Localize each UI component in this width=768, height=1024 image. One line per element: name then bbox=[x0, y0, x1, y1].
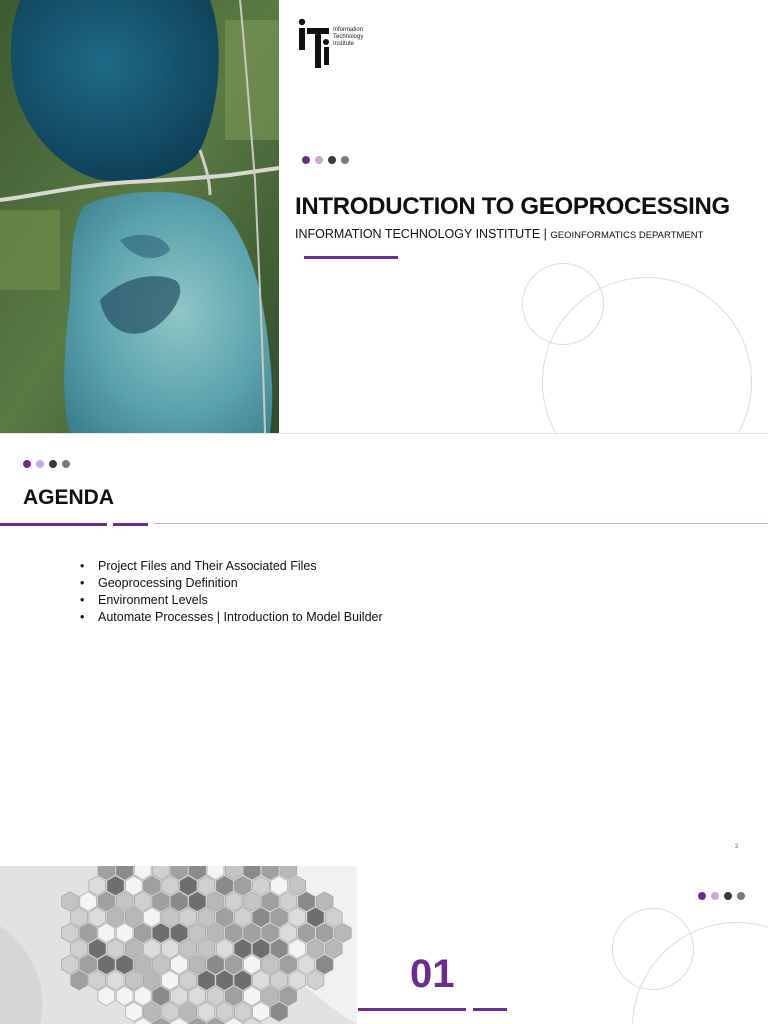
dot-purple bbox=[302, 156, 310, 164]
decorative-dots bbox=[302, 156, 349, 164]
section-number: 01 bbox=[410, 952, 455, 996]
section-slide bbox=[0, 866, 768, 1024]
agenda-slide bbox=[0, 433, 768, 867]
logo-text-line: Technology bbox=[333, 34, 364, 40]
dot-gray bbox=[737, 892, 745, 900]
agenda-list bbox=[80, 558, 383, 626]
divider-thin-line bbox=[154, 523, 768, 524]
list-item: • Environment Levels bbox=[80, 592, 383, 609]
divider-segment bbox=[113, 523, 148, 526]
title-slide bbox=[0, 0, 768, 433]
list-item: • Project Files and Their Associated Files bbox=[80, 558, 383, 575]
page-number: 2 bbox=[735, 844, 739, 850]
list-item: • Automate Processes | Introduction to Model Builder bbox=[80, 609, 383, 626]
section-underline bbox=[473, 1008, 507, 1011]
dot-light-purple bbox=[711, 892, 719, 900]
dot-purple bbox=[698, 892, 706, 900]
agenda-title: AGENDA bbox=[23, 486, 115, 509]
list-item: • Geoprocessing Definition bbox=[80, 575, 383, 592]
dot-gray bbox=[62, 460, 70, 468]
decorative-dots bbox=[23, 460, 70, 468]
title-underline bbox=[304, 256, 398, 259]
subtitle-department: GEOINFORMATICS DEPARTMENT bbox=[550, 230, 704, 241]
logo-text bbox=[333, 27, 363, 48]
logo-text-line: Institute bbox=[333, 41, 355, 47]
decorative-dots bbox=[698, 892, 745, 900]
slide-title: INTRODUCTION TO GEOPROCESSING bbox=[295, 193, 730, 220]
dot-purple bbox=[23, 460, 31, 468]
slide-subtitle bbox=[295, 227, 703, 241]
dot-light-purple bbox=[36, 460, 44, 468]
logo-text-line: Information bbox=[333, 27, 364, 33]
divider-segment bbox=[0, 523, 107, 526]
dot-dark bbox=[328, 156, 336, 164]
aerial-lake-photo bbox=[0, 0, 279, 433]
section-underline bbox=[358, 1008, 466, 1011]
dot-dark bbox=[724, 892, 732, 900]
iti-logo-mark-icon bbox=[296, 16, 336, 72]
dot-gray bbox=[341, 156, 349, 164]
subtitle-institute: INFORMATION TECHNOLOGY INSTITUTE | bbox=[295, 227, 551, 241]
dot-dark bbox=[49, 460, 57, 468]
dot-light-purple bbox=[315, 156, 323, 164]
hexbin-map-image bbox=[0, 866, 357, 1024]
